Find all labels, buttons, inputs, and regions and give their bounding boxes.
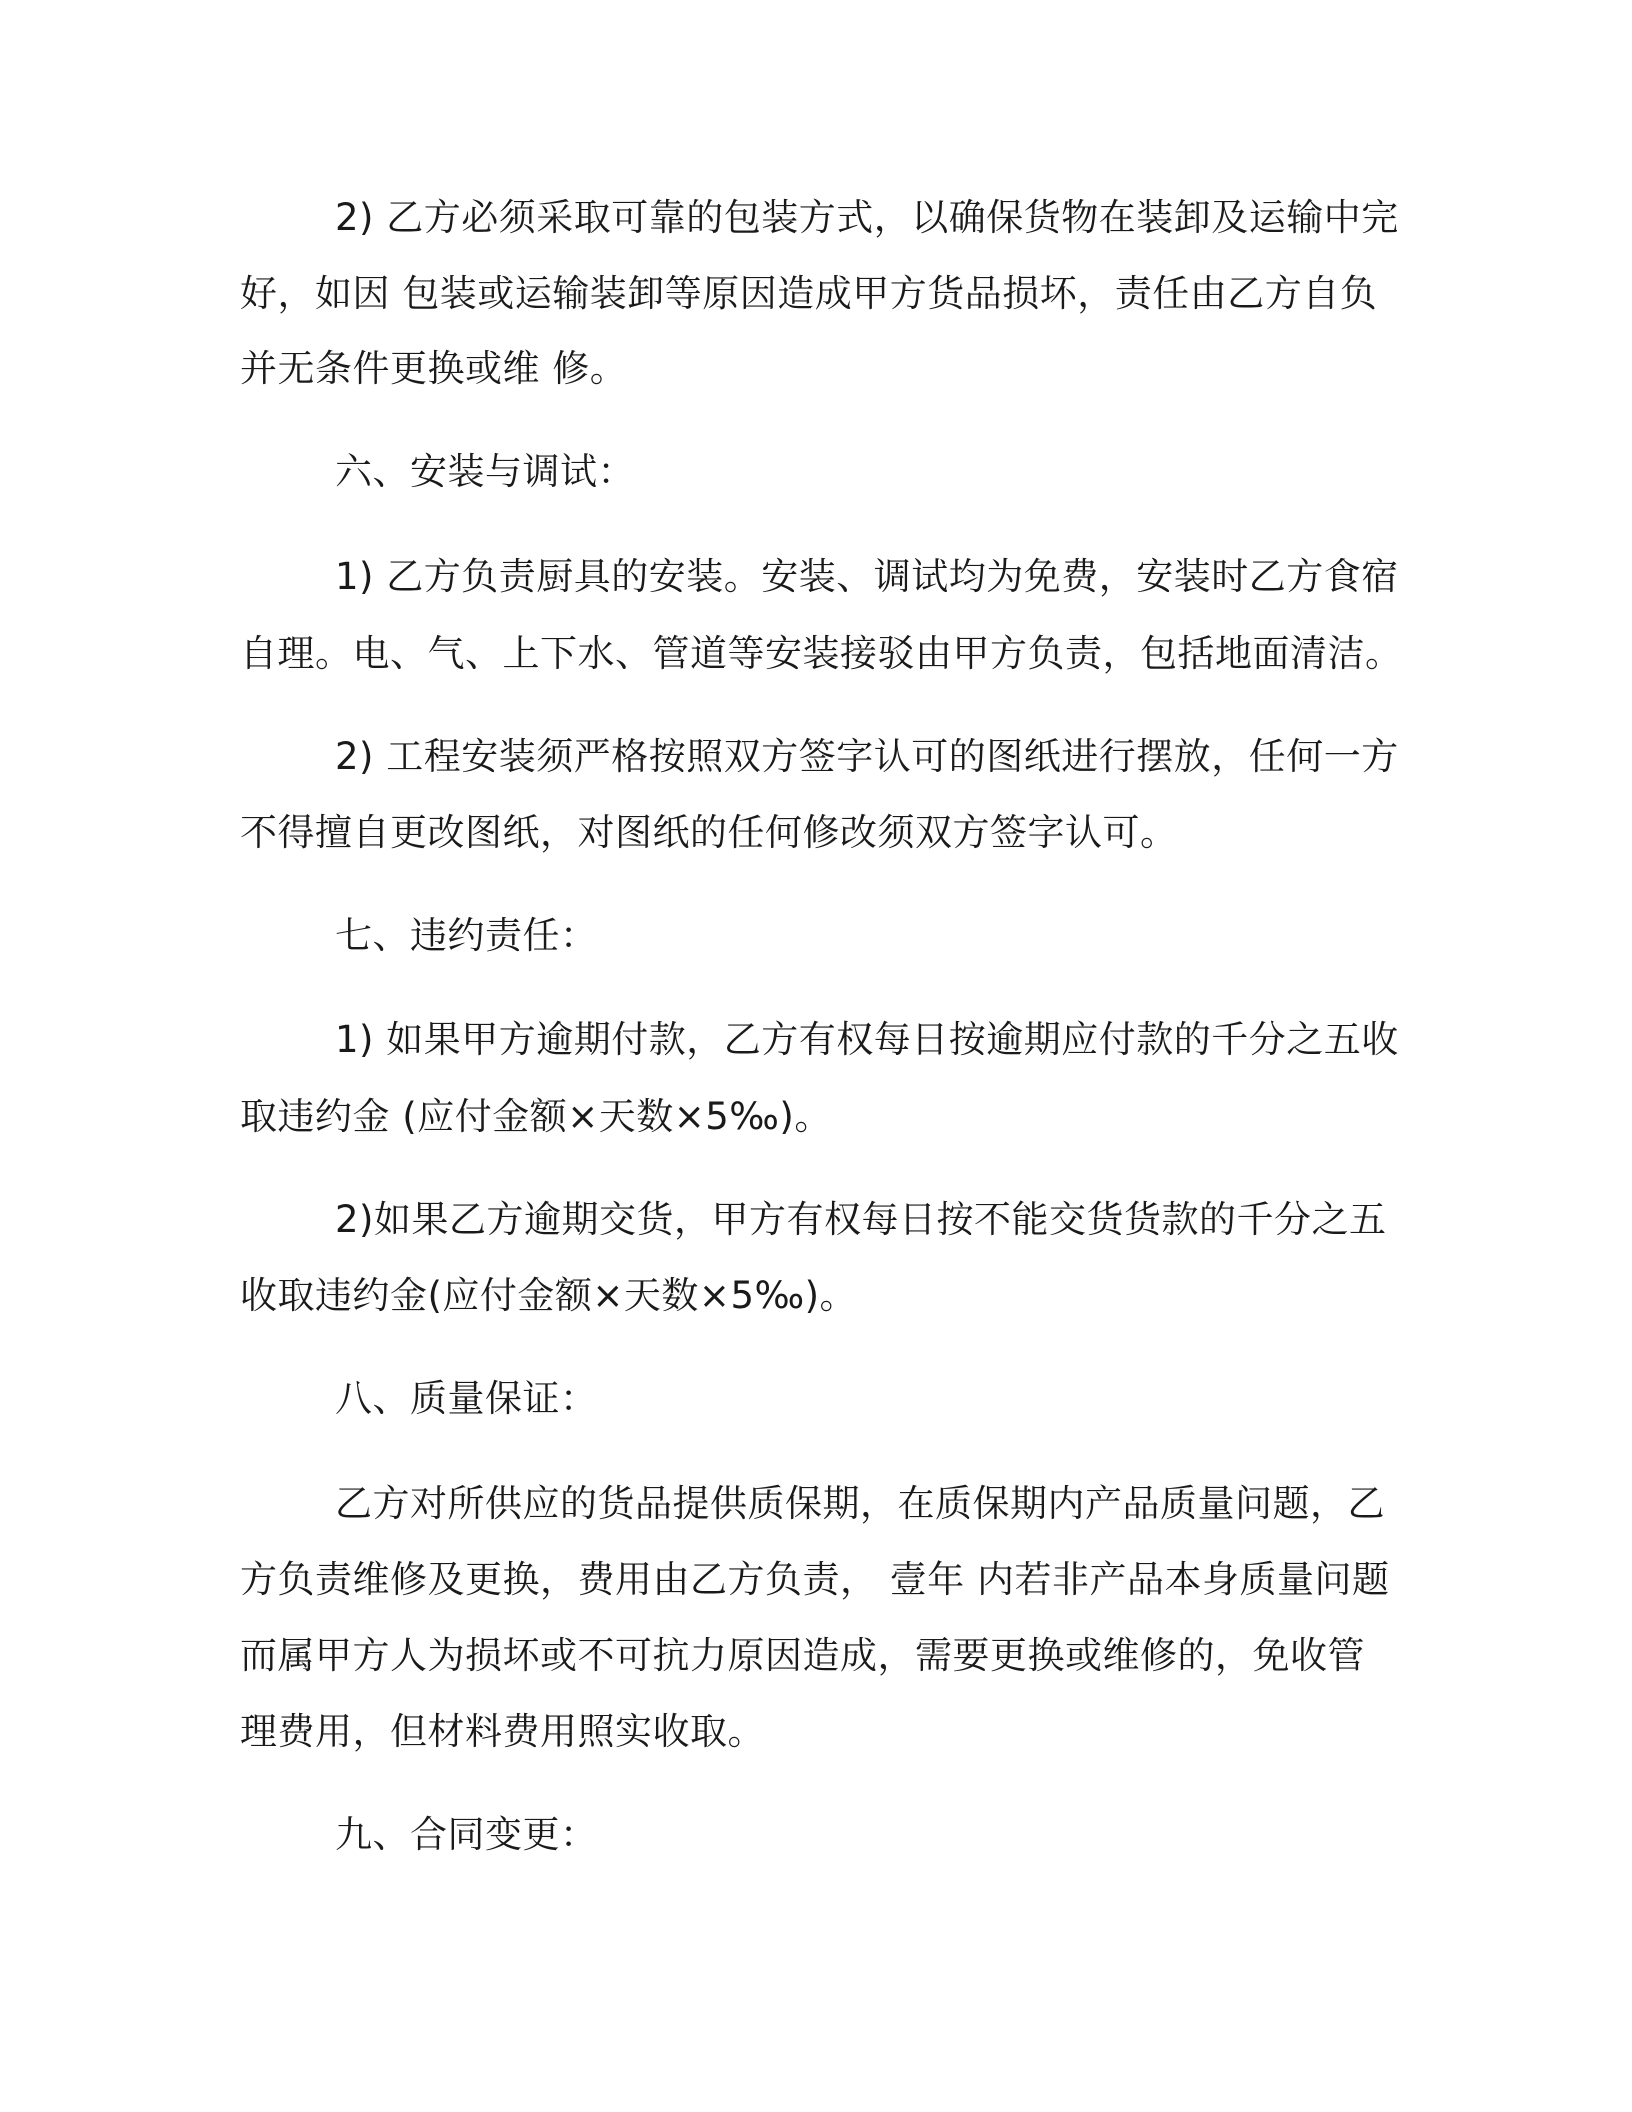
section-heading-quality: 八、质量保证： (335, 1377, 598, 1420)
clause-liability-2-line-1: 2)如果乙方逾期交货，甲方有权每日按不能交货货款的千分之五 (335, 1198, 1387, 1241)
clause-packaging-line-1: 2) 乙方必须采取可靠的包装方式，以确保货物在装卸及运输中完 (335, 196, 1399, 239)
section-heading-liability: 七、违约责任： (335, 914, 598, 957)
clause-quality-line-2: 方负责维修及更换，费用由乙方负责， 壹年 内若非产品本身质量问题 (240, 1558, 1390, 1601)
clause-installation-2-line-2: 不得擅自更改图纸，对图纸的任何修改须双方签字认可。 (240, 811, 1178, 854)
clause-installation-1-line-1: 1) 乙方负责厨具的安装。安装、调试均为免费，安装时乙方食宿 (335, 555, 1399, 598)
clause-quality-line-4: 理费用，但材料费用照实收取。 (240, 1710, 765, 1753)
clause-packaging-line-3: 并无条件更换或维 修。 (240, 347, 628, 390)
clause-installation-2-line-1: 2) 工程安装须严格按照双方签字认可的图纸进行摆放，任何一方 (335, 735, 1399, 778)
clause-liability-1-line-2: 取违约金 (应付金额×天数×5‰)。 (240, 1095, 832, 1138)
section-heading-contract-change: 九、合同变更： (335, 1813, 598, 1856)
clause-liability-2-line-2: 收取违约金(应付金额×天数×5‰)。 (240, 1274, 858, 1317)
section-heading-installation: 六、安装与调试： (335, 450, 635, 493)
clause-liability-1-line-1: 1) 如果甲方逾期付款，乙方有权每日按逾期应付款的千分之五收 (335, 1018, 1399, 1061)
clause-quality-line-3: 而属甲方人为损坏或不可抗力原因造成，需要更换或维修的，免收管 (240, 1634, 1365, 1677)
clause-packaging-line-2: 好，如因 包装或运输装卸等原因造成甲方货品损坏，责任由乙方自负 (240, 272, 1378, 315)
clause-quality-line-1: 乙方对所供应的货品提供质保期，在质保期内产品质量问题，乙 (335, 1482, 1385, 1525)
clause-installation-1-line-2: 自理。电、气、上下水、管道等安装接驳由甲方负责，包括地面清洁。 (240, 632, 1403, 675)
